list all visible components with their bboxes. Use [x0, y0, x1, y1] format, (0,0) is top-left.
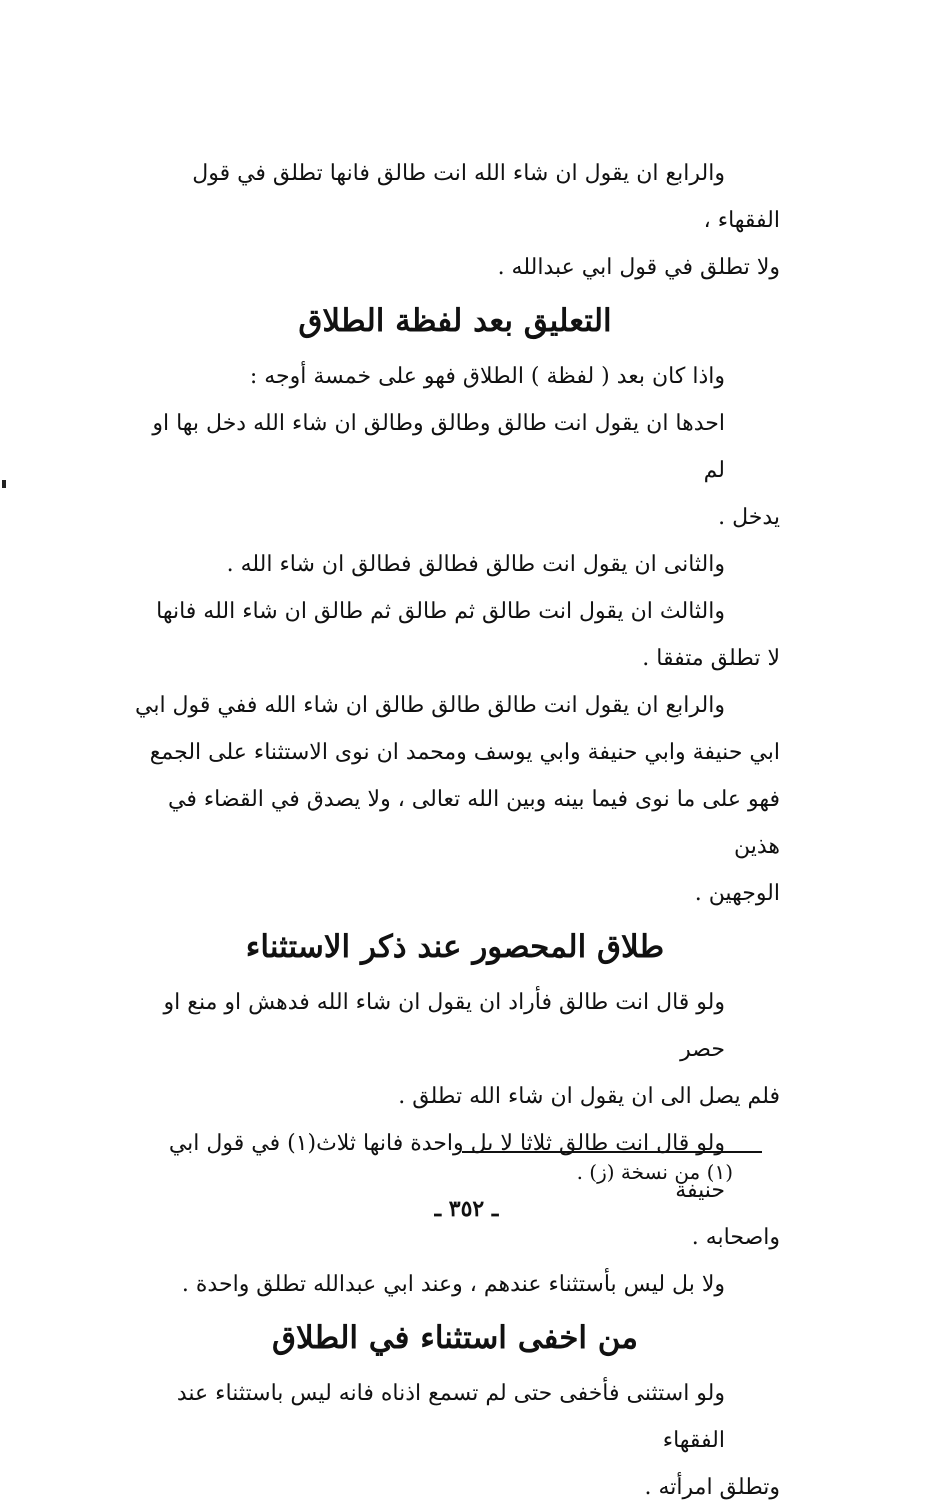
text-line: والرابع ان يقول ان شاء الله انت طالق فانها تطلق في قول الفقهاء ، [192, 161, 780, 233]
page-body [130, 150, 780, 1511]
paragraph [130, 1370, 780, 1511]
paragraph [130, 979, 780, 1308]
text-line: ولو قال انت طالق ثلاثا لا بل واحدة فانها ثلاث(١) في قول ابي حنيفة [168, 1131, 725, 1203]
text-line: ولا بل ليس بأستثناء عندهم ، وعند ابي عبدالله تطلق واحدة . [181, 1272, 725, 1297]
text-line: احدها ان يقول انت طالق وطالق وطالق ان شاء الله دخل بها او لم [152, 411, 725, 483]
text-line: ابي حنيفة وابي حنيفة وابي يوسف ومحمد ان نوى الاستثناء على الجمع [149, 740, 780, 765]
text-line: واذا كان بعد ( لفظة ) الطلاق فهو على خمسة أوجه : [249, 364, 725, 389]
section-heading: من اخفى استثناء في الطلاق [271, 1320, 639, 1356]
page-number: ـ ٣٥٢ ـ [434, 1196, 499, 1222]
section-heading: طلاق المحصور عند ذكر الاستثناء [245, 929, 665, 965]
text-line: واصحابه . [691, 1225, 780, 1250]
text-line: والثانى ان يقول انت طالق فطالق فطالق ان شاء الله . [226, 552, 725, 577]
text-line: لا تطلق متفقا . [642, 646, 780, 671]
footnote-divider [462, 1151, 762, 1153]
scan-mark [2, 480, 6, 488]
text-line: فلم يصل الى ان يقول ان شاء الله تطلق . [398, 1084, 780, 1109]
footnote: (١) من نسخة (ز) . [576, 1160, 733, 1184]
paragraph [130, 353, 780, 917]
text-line: فهو على ما نوى فيما بينه وبين الله تعالى ، ولا يصدق في القضاء في هذين [167, 787, 780, 859]
text-line: والثالث ان يقول انت طالق ثم طالق ثم طالق ان شاء الله فانها [156, 599, 725, 624]
paragraph [130, 150, 780, 291]
section-heading: التعليق بعد لفظة الطلاق [298, 303, 612, 339]
text-line: ولو استثنى فأخفى حتى لم تسمع اذناه فانه ليس باستثناء عند الفقهاء [176, 1381, 725, 1453]
text-line: ولو قال انت طالق فأراد ان يقول ان شاء الله فدهش او منع او حصر [163, 990, 725, 1062]
text-line: يدخل . [718, 505, 780, 530]
text-line: الوجهين . [694, 881, 780, 906]
text-line: ولا تطلق في قول ابي عبدالله . [497, 255, 780, 280]
text-line: وتطلق امرأته . [644, 1475, 780, 1500]
text-line: والرابع ان يقول انت طالق طالق طالق ان شاء الله ففي قول ابي [134, 693, 725, 718]
